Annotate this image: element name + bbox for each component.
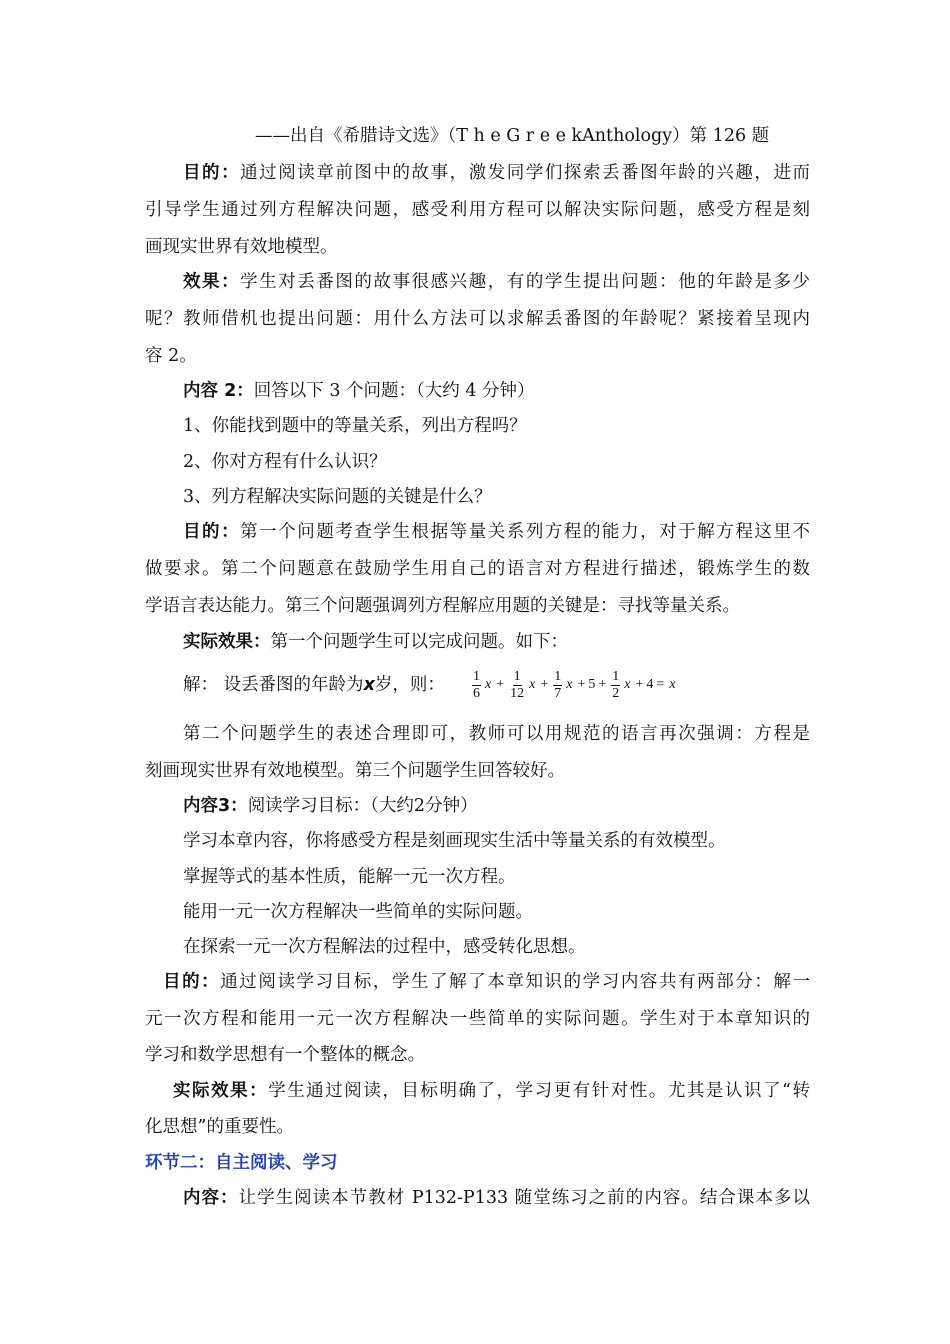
source-citation: ——出自《希腊诗文选》（T h e G r e e kAnthology）第 126 题 bbox=[255, 126, 770, 146]
list-item: 1、你能找到题中的等量关系，列出方程吗？ bbox=[183, 416, 527, 436]
section-heading: 环节二：自主阅读、学习 bbox=[145, 1153, 338, 1173]
operator: + bbox=[540, 677, 549, 692]
paragraph-line: 实际效果：第一个问题学生可以完成问题。如下： bbox=[183, 632, 568, 652]
variable: x bbox=[566, 677, 573, 692]
equation bbox=[470, 662, 678, 708]
paragraph-line: 目的：通过阅读章前图中的故事，激发同学们探索丢番图年龄的兴趣，进而 bbox=[183, 163, 810, 183]
variable: x bbox=[529, 677, 536, 692]
paragraph-line: 实际效果：学生通过阅读，目标明确了，学习更有针对性。尤其是认识了“转 bbox=[173, 1081, 810, 1101]
fraction: $\frac{1}{2}$ bbox=[612, 668, 620, 701]
variable: x bbox=[485, 677, 492, 692]
operator: = bbox=[656, 677, 665, 692]
paragraph-line: 做要求。第二个问题意在鼓励学生用自己的语言对方程进行描述，锻炼学生的数 bbox=[145, 559, 810, 579]
paragraph-line: 画现实世界有效地模型。 bbox=[145, 237, 338, 257]
paragraph-line: 呢？教师借机也提出问题：用什么方法可以求解丢番图的年龄呢？紧接着呈现内 bbox=[145, 309, 810, 329]
paragraph-line: 目的：第一个问题考查学生根据等量关系列方程的能力，对于解方程这里不 bbox=[183, 522, 810, 542]
section-heading: 内容3：阅读学习目标：（大约2分钟） bbox=[183, 796, 478, 816]
solution-line: 解： 设丢番图的年龄为x岁，则： bbox=[183, 675, 445, 695]
variable: x bbox=[669, 677, 676, 692]
paragraph-line: 学习和数学思想有一个整体的概念。 bbox=[145, 1045, 425, 1065]
paragraph-line: 学语言表达能力。第三个问题强调列方程解应用题的关键是：寻找等量关系。 bbox=[145, 596, 740, 616]
paragraph-line: 第二个问题学生的表述合理即可，教师可以用规范的语言再次强调：方程是 bbox=[183, 724, 810, 744]
paragraph-line: 内容：让学生阅读本节教材 P132-P133 随堂练习之前的内容。结合课本多以 bbox=[183, 1188, 810, 1208]
list-item: 在探索一元一次方程解法的过程中，感受转化思想。 bbox=[183, 937, 586, 957]
operator: + bbox=[598, 677, 607, 692]
operator: + bbox=[635, 677, 644, 692]
variable: x bbox=[624, 677, 631, 692]
fraction: $\frac{1}{12}$ bbox=[510, 668, 525, 701]
fraction: $\frac{1}{7}$ bbox=[554, 668, 562, 701]
paragraph-line: 化思想”的重要性。 bbox=[145, 1117, 294, 1137]
list-item: 能用一元一次方程解决一些简单的实际问题。 bbox=[183, 902, 533, 922]
paragraph-line: 刻画现实世界有效地模型。第三个问题学生回答较好。 bbox=[145, 761, 565, 781]
number: 4 bbox=[646, 677, 654, 692]
paragraph-line: 元一次方程和能用一元一次方程解决一些简单的实际问题。学生对于本章知识的 bbox=[145, 1009, 810, 1029]
paragraph-line: 容 2。 bbox=[145, 346, 197, 366]
fraction: $\frac{1}{6}$ bbox=[473, 668, 480, 701]
list-item: 2、你对方程有什么认识？ bbox=[183, 452, 387, 472]
list-item: 学习本章内容，你将感受方程是刻画现实生活中等量关系的有效模型。 bbox=[183, 831, 726, 851]
operator: + bbox=[577, 677, 586, 692]
paragraph-line: 目的：通过阅读学习目标，学生了解了本章知识的学习内容共有两部分：解一 bbox=[163, 972, 810, 992]
paragraph-line: 效果：学生对丢番图的故事很感兴趣，有的学生提出问题：他的年龄是多少 bbox=[183, 272, 810, 292]
list-item: 3、列方程解决实际问题的关键是什么？ bbox=[183, 487, 492, 507]
paragraph-line: 引导学生通过列方程解决问题，感受利用方程可以解决实际问题，感受方程是刻 bbox=[145, 200, 810, 220]
section-heading: 内容 2：回答以下 3 个问题：（大约 4 分钟） bbox=[183, 381, 535, 401]
operator: + bbox=[496, 677, 505, 692]
list-item: 掌握等式的基本性质，能解一元一次方程。 bbox=[183, 867, 516, 887]
number: 5 bbox=[588, 677, 596, 692]
